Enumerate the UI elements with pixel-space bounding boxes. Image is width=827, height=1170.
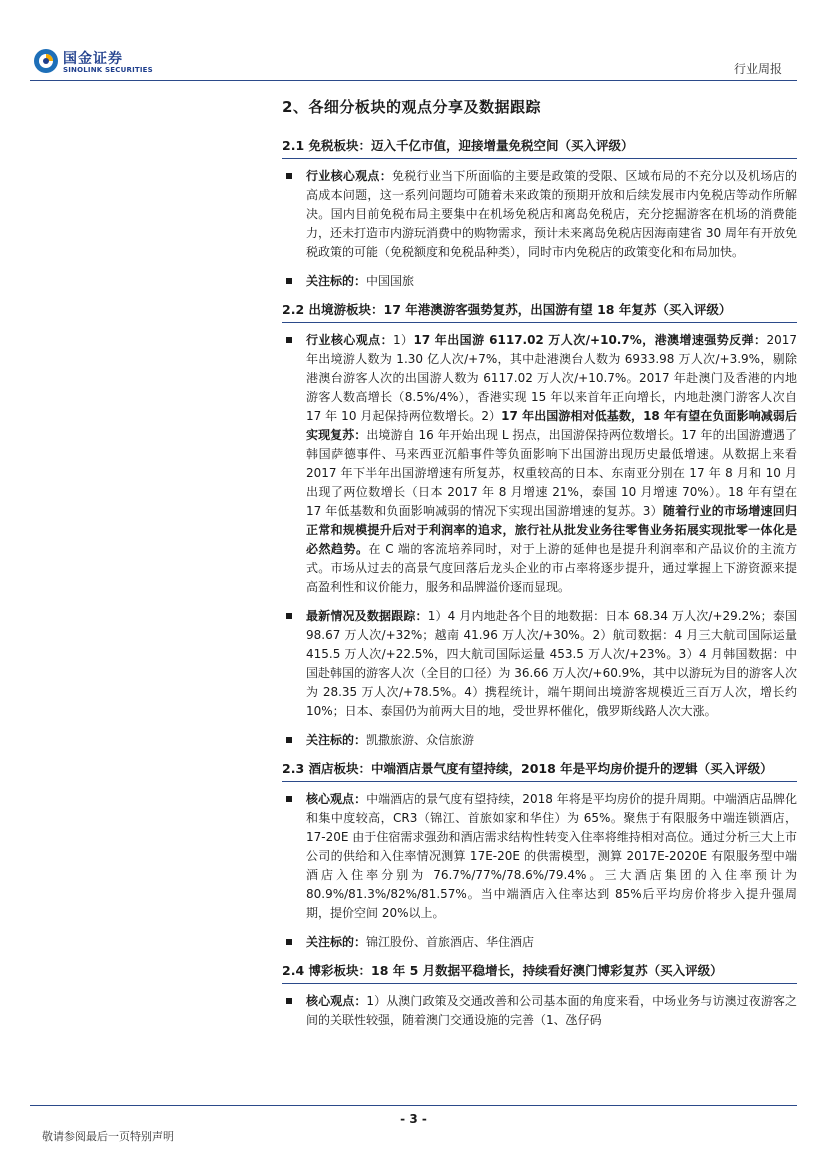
bullet-hotel-view [282,790,797,923]
page-header [0,0,827,90]
logo-chinese-name: 国金证券 [63,51,123,67]
bullet-text: 1）从澳门政策及交通改善和公司基本面的角度来看，中场业务与访澳过夜游客之间的关联性较强，随着澳门交通设施的完善（1、氹仔码 [306,994,797,1027]
header-divider [30,80,797,81]
subsection-title-hotel: 2.3 酒店板块：中端酒店景气度有望持续，2018 年是平均房价提升的逻辑（买入评级） [282,760,797,782]
bullet-gaming-view [282,992,797,1030]
report-type-label: 行业周报 [733,62,782,76]
bullet-duty-free-view [282,167,797,262]
bullet-label: 关注标的： [306,935,367,949]
bullet-text: 在 C 端的客流培养同时，对于上游的延伸也是提升利润率和产品议价的主流方式。市场从过去的高景气度回落后龙头企业的市占率将逐步提升，通过掌握上下游资源来提高盈利性和议价能力，服务和品牌溢价逐而显现。 [306,542,797,594]
subsection-title-outbound: 2.2 出境游板块：17 年港澳游客强势复苏，出国游有望 18 年复苏（买入评级） [282,301,797,323]
logo-english-name: SINOLINK SECURITIES [63,66,153,74]
bullet-label: 行业核心观点： [306,333,393,347]
bullet-text: 2017 年出境游人数为 1.30 亿人次/+7%，其中赴港澳台人数为 6933.98 万人次/+3.9%，剔除港澳台游客人次的出国游人数为 6117.02 万人次/+10.7%。2017 年赴澳门及香港的内地游客人数高增长（8.5%/4%），香港实现 15 年以来首年正向增长，内地赴澳门游客人次自 17 年 10 月起保持两位数增长。2） [306,333,797,423]
subsection-title-gaming: 2.4 博彩板块：18 年 5 月数据平稳增长，持续看好澳门博彩复苏（买入评级） [282,962,797,984]
company-logo [33,48,153,78]
footer-divider [30,1105,797,1106]
bullet-emphasis: 17 年出国游相对低基数，18 年有望在负面影响减弱后实现复苏： [306,409,797,442]
bullet-text: 中国国旅 [366,274,415,288]
bullet-text: 1）4 月内地赴各个目的地数据：日本 68.34 万人次/+29.2%；泰国 98.67 万人次/+32%；越南 41.96 万人次/+30%。2）航司数据：4 月三大航司国际运量 415.5 万人次/+22.5%，四大航司国际运量 453.5 万人次/+23%。3）4 月韩国数据：中国赴韩国的游客人次（全目的口径）为 36.66 万人次/+60.9%，其中以游玩为目的游客人次为 28.35 万人次/+78.5%。4）携程统计，端午期间出境游客规模近三百万人次，增长约 10%；日本、泰国仍为前两大目的地，受世界杯催化，俄罗斯线路人次大涨。 [306,609,797,718]
bullet-text: 1） [393,333,414,347]
bullet-text: 凯撒旅游、众信旅游 [366,733,475,747]
bullet-label: 行业核心观点： [306,169,392,183]
bullet-emphasis: 随着行业的市场增速回归正常和规模提升后对于利润率的追求，旅行社从批发业务往零售业务拓展实现批零一体化是必然趋势。 [306,504,797,556]
bullet-label: 核心观点： [306,994,367,1008]
bullet-text: 免税行业当下所面临的主要是政策的受限、区域布局的不充分以及机场店的高成本问题，这一系列问题均可随着未来政策的预期开放和后续发展市内免税店等动作所解决。国内目前免税布局主要集中在机场免税店和离岛免税店，充分挖掘游客在机场的消费能力，还未打造市内游玩消费中的购物需求，预计未来离岛免税店因海南建省 30 周年有开放免税政策的可能（免税额度和免税品种类），同时市内免税店的政策变化和布局加快。 [306,169,797,259]
bullet-hotel-targets [282,933,797,952]
bullet-label: 关注标的： [306,274,367,288]
bullet-label: 关注标的： [306,733,367,747]
bullet-outbound-view [282,331,797,597]
bullet-text: 出境游自 16 年开始出现 L 拐点，出国游保持两位数增长。17 年的出国游遭遇了韩国萨德事件、马来西亚沉船事件等负面影响下出国游出现历史最低增速。从数据上来看 2017 年下半年出国游增速有所复苏，权重较高的日本、东南亚分别在 17 年 8 月和 10 月出现了两位数增长（日本 2017 年 8 月增速 21%，泰国 10 月增速 70%）。18 年有望在 17 年低基数和负面影响减弱的情况下实现出国游增速的复苏。3） [306,428,797,518]
bullet-text: 锦江股份、首旅酒店、华住酒店 [366,935,535,949]
bullet-label: 核心观点： [306,792,367,806]
bullet-text: 中端酒店的景气度有望持续，2018 年将是平均房价的提升周期。中端酒店品牌化和集中度较高，CR3（锦江、首旅如家和华住）为 65%。聚焦于有限服务中端连锁酒店，17-20E 由于住宿需求强劲和酒店需求结构性转变入住率将维持相对高位。通过分析三大上市公司的供给和入住率情况测算 17E-20E 的供需模型，测算 2017E-2020E 有限服务型中端酒店入住率分别为 76.7%/77%/78.6%/79.4%。三大酒店集团的入住率预计为 80.9%/81.3%/82%/81.57%。当中端酒店入住率达到 85%后平均房价将步入提升强周期，提价空间 20%以上。 [306,792,797,920]
footer-disclaimer: 敬请参阅最后一页特别声明 [42,1130,174,1143]
main-content [282,96,797,1040]
section-title: 2、各细分板块的观点分享及数据跟踪 [282,98,541,116]
bullet-outbound-targets [282,731,797,750]
subsection-title-duty-free: 2.1 免税板块：迈入千亿市值，迎接增量免税空间（买入评级） [282,137,797,159]
bullet-emphasis: 17 年出国游 6117.02 万人次/+10.7%，港澳增速强势反弹： [413,333,767,347]
sinolink-logo-icon [33,48,59,74]
bullet-label: 最新情况及数据跟踪： [306,609,428,623]
page-number: - 3 - [400,1112,427,1126]
bullet-outbound-latest [282,607,797,721]
bullet-duty-free-targets [282,272,797,291]
